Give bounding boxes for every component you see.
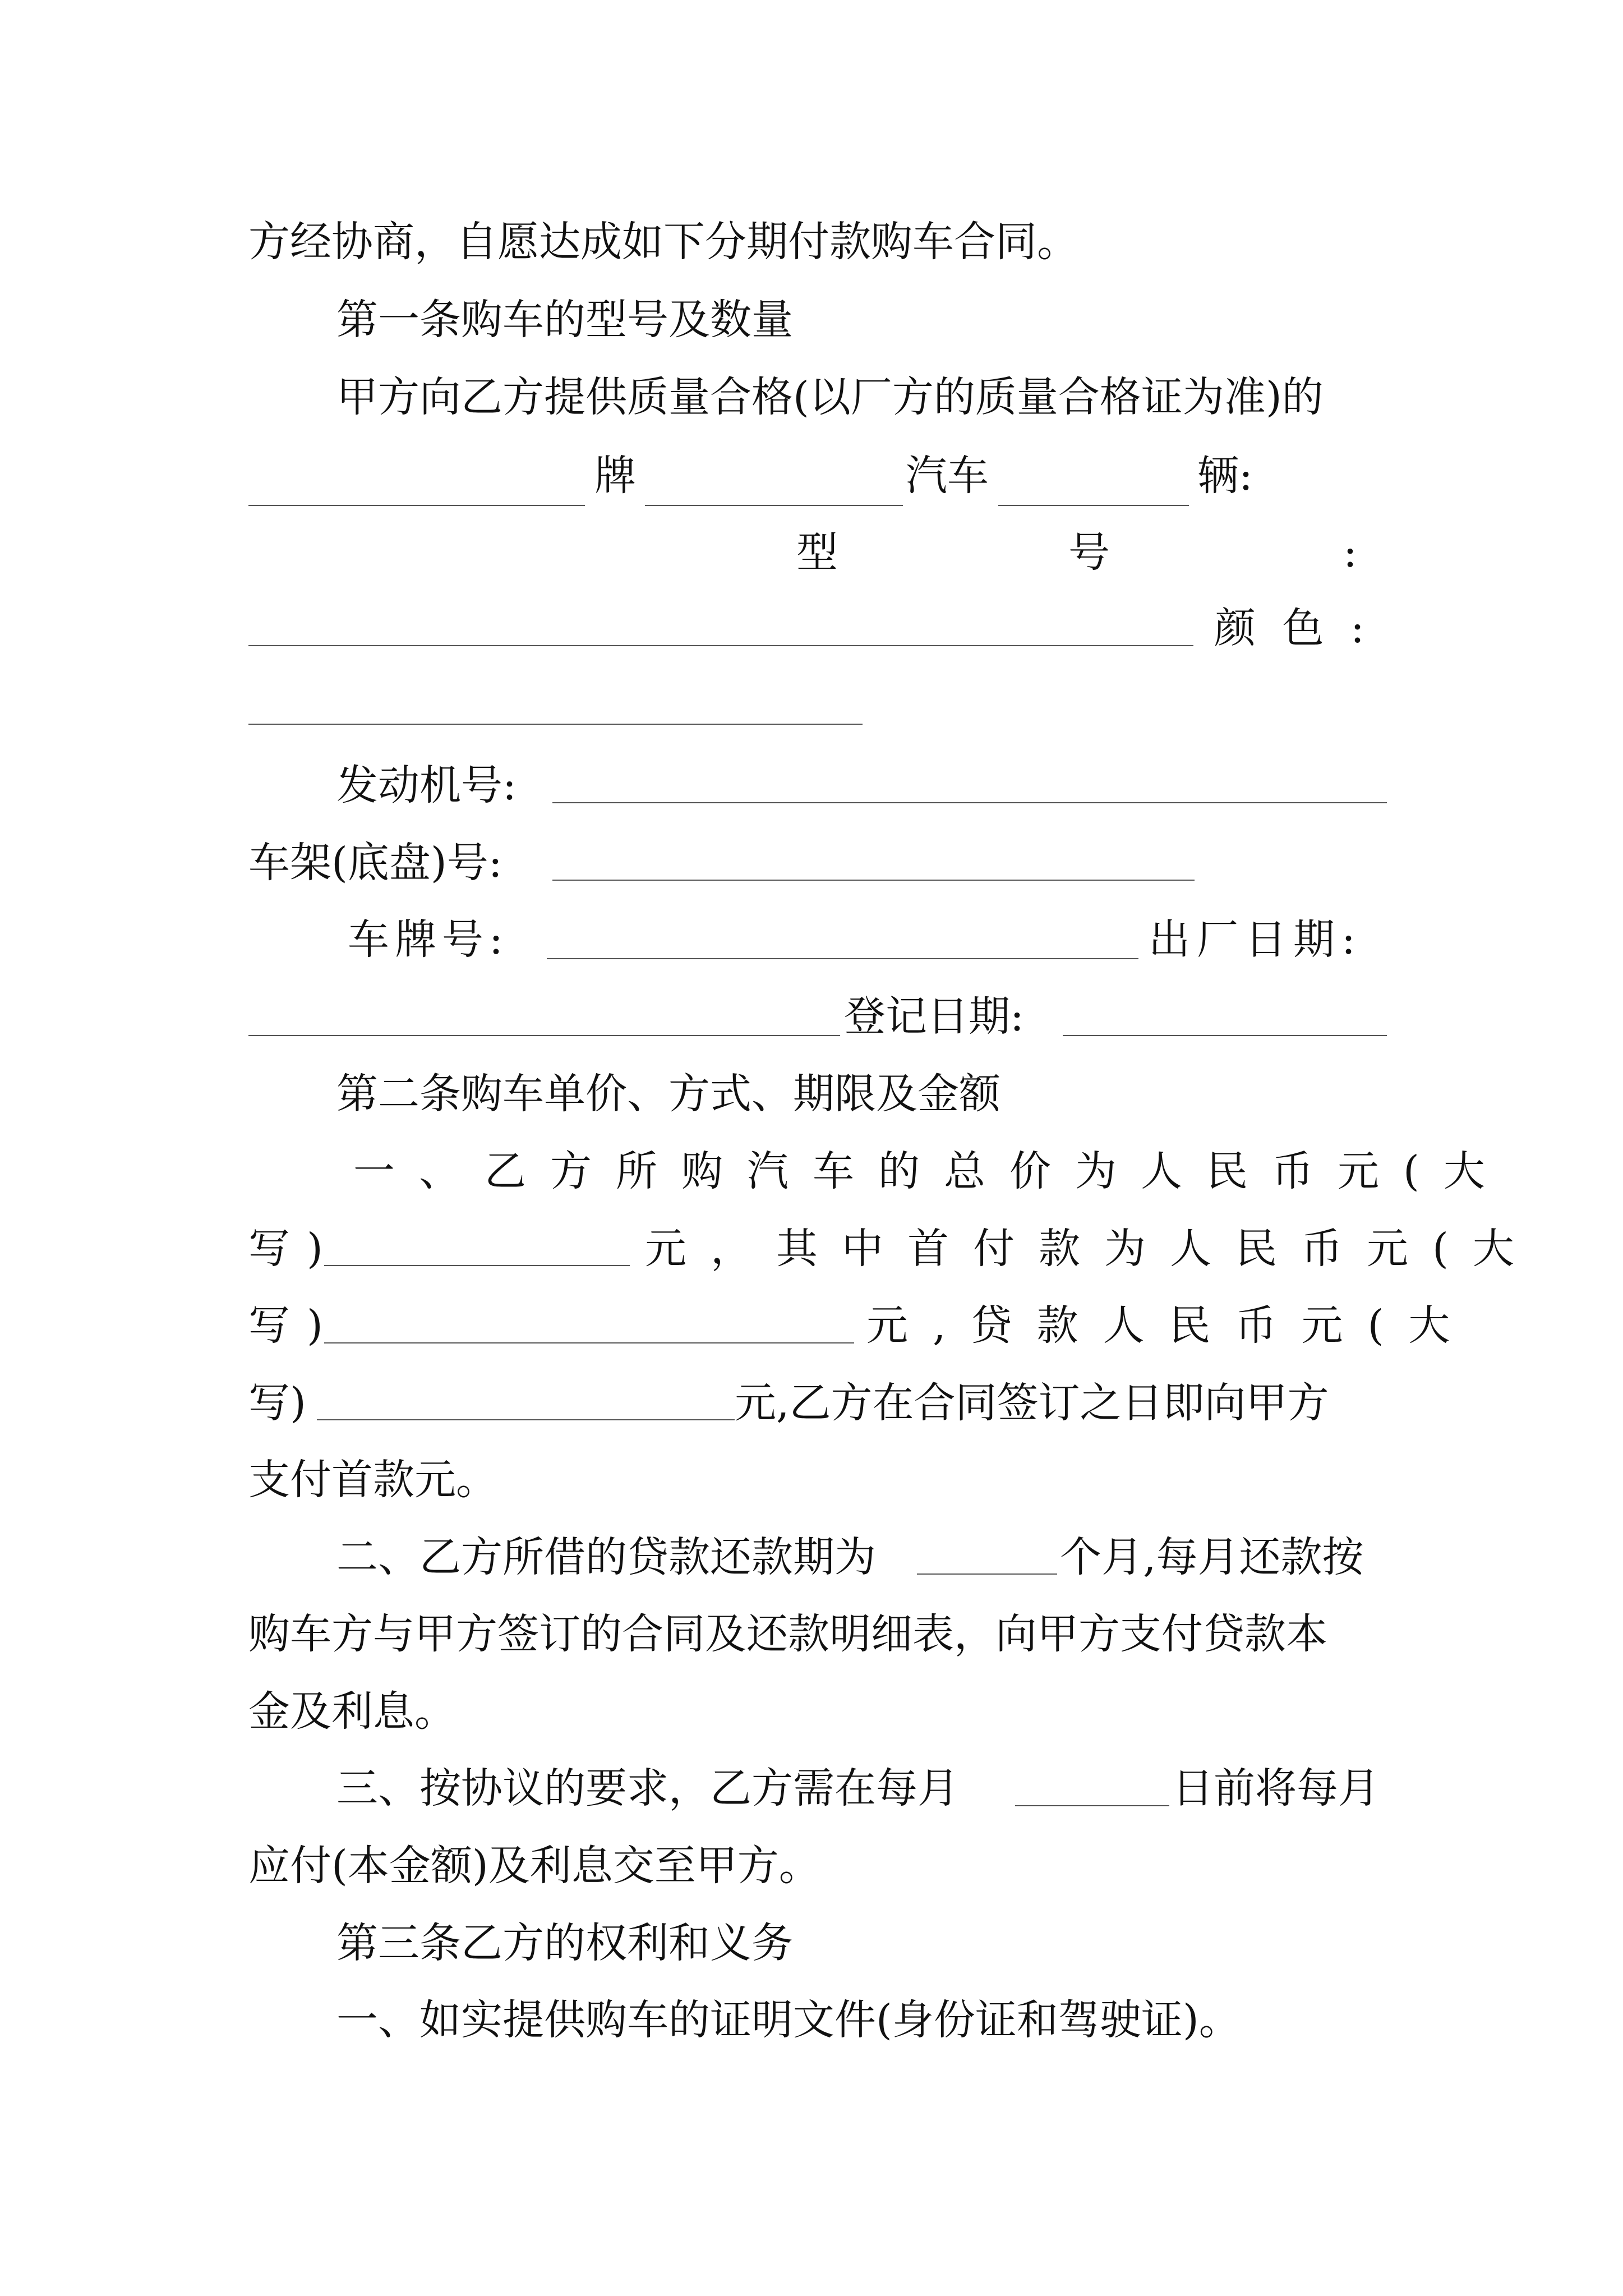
register-date-label: 登记日期: — [844, 992, 1024, 1041]
down-payment-field[interactable] — [324, 1342, 854, 1343]
a2p1-line1 — [353, 1138, 1509, 1205]
a2p1-l4-suffix: 元,乙方在合同签订之日即向甲方 — [735, 1379, 1329, 1427]
car-model-blank[interactable] — [645, 505, 903, 506]
a2p1-l3-suffix: 元,贷款人民币元(大 — [866, 1301, 1475, 1350]
a2p1-line1-text: 一、乙方所购汽车的总价为人民币元(大 — [353, 1147, 1509, 1195]
article1-title-text: 第一条购车的型号及数量 — [336, 296, 793, 344]
a2p3-line2 — [248, 1832, 1387, 1899]
article1-intro-text: 甲方向乙方提供质量合格(以厂方的质量合格证为准)的 — [336, 373, 1324, 421]
brand-label: 牌 — [594, 452, 636, 500]
a2p2-l1-suffix: 个月,每月还款按 — [1060, 1533, 1364, 1581]
a2p3-l1-prefix: 三、按协议的要求，乙方需在每月 — [336, 1764, 959, 1812]
model-colon: : — [1343, 528, 1357, 577]
loan-amount-field[interactable] — [317, 1419, 735, 1420]
repayment-months-field[interactable] — [917, 1573, 1057, 1575]
quantity-blank[interactable] — [998, 505, 1189, 506]
frame-label: 车架(底盘)号: — [248, 839, 502, 887]
model-char2: 号 — [1068, 528, 1110, 577]
register-date-field[interactable] — [1063, 1035, 1387, 1036]
a2p1-line5 — [248, 1446, 1387, 1513]
engine-number-field[interactable] — [552, 802, 1387, 803]
intro-line — [248, 208, 1387, 275]
brand-blank[interactable] — [248, 505, 585, 506]
frame-number-field[interactable] — [552, 880, 1195, 881]
model-char1: 型 — [796, 528, 838, 577]
car-label: 汽车 — [906, 452, 989, 500]
color-blank[interactable] — [248, 724, 863, 725]
plate-number-field[interactable] — [547, 958, 1138, 959]
model-blank[interactable] — [248, 645, 1193, 646]
total-price-field[interactable] — [324, 1265, 630, 1266]
article3-title — [336, 1910, 1475, 1977]
color-label: 颜 色 : — [1214, 604, 1371, 652]
factory-date-field[interactable] — [248, 1035, 840, 1036]
a3p1-text: 一、如实提供购车的证明文件(身份证和驾驶证)。 — [336, 1996, 1241, 2044]
article3-title-text: 第三条乙方的权利和义务 — [336, 1919, 793, 1967]
article2-title — [336, 1060, 1475, 1128]
a2p2-line2 — [248, 1600, 1387, 1668]
a2p2-line3-text: 金及利息。 — [248, 1687, 456, 1736]
a2p2-line3 — [248, 1678, 1387, 1745]
a3p1-line — [336, 1986, 1475, 2054]
unit-label: 辆: — [1197, 452, 1253, 500]
article1-title — [336, 286, 1475, 353]
monthly-due-day-field[interactable] — [1015, 1805, 1169, 1806]
factory-date-label: 出厂日期: — [1149, 915, 1362, 964]
engine-label: 发动机号: — [336, 761, 517, 809]
a2p1-l2-prefix: 写) — [248, 1225, 340, 1273]
plate-label: 车牌号: — [348, 915, 509, 964]
intro-text: 方经协商，自愿达成如下分期付款购车合同。 — [248, 218, 1078, 266]
a2p2-line2-text: 购车方与甲方签订的合同及还款明细表，向甲方支付贷款本 — [248, 1610, 1327, 1658]
article2-title-text: 第二条购车单价、方式、期限及金额 — [336, 1070, 1000, 1118]
a2p1-l4-prefix: 写) — [248, 1379, 306, 1427]
a2p3-line2-text: 应付(本金额)及利息交至甲方。 — [248, 1842, 820, 1890]
a2p3-l1-suffix: 日前将每月 — [1172, 1764, 1380, 1812]
a2p1-l2-suffix: 元，其中首付款为人民币元(大 — [645, 1225, 1538, 1273]
a2p1-l3-prefix: 写) — [248, 1301, 340, 1350]
a2p1-line5-text: 支付首款元。 — [248, 1456, 497, 1504]
article1-intro — [336, 364, 1475, 431]
a2p2-l1-prefix: 二、乙方所借的贷款还款期为 — [336, 1533, 876, 1581]
